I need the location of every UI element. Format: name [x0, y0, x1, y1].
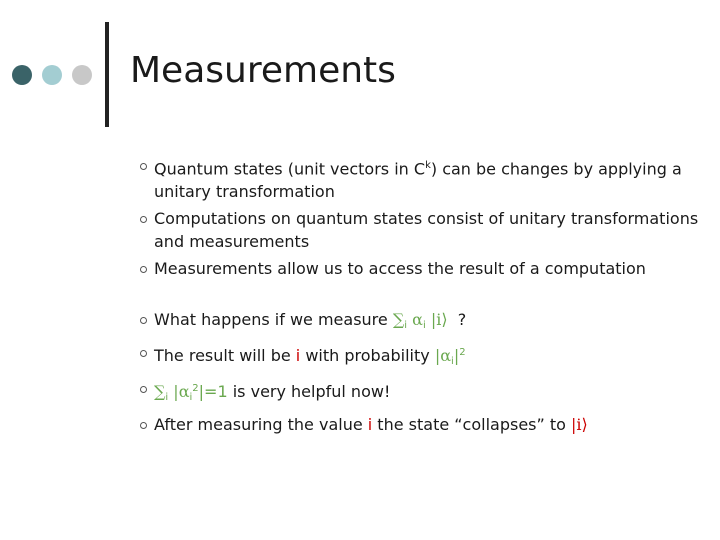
- bullet-item: [142, 341, 702, 373]
- abs-alpha: |α: [434, 346, 452, 366]
- index-i: i: [367, 415, 373, 435]
- superscript: k: [425, 160, 431, 171]
- bullet-circle-icon: [140, 163, 147, 170]
- title-divider: [105, 22, 109, 127]
- bullet-list: [142, 154, 702, 440]
- bullet-circle-icon: [140, 266, 147, 273]
- superscript: 2: [459, 347, 466, 359]
- bullet-text: Quantum states (unit vectors in C: [154, 159, 426, 179]
- bullet-item: [142, 308, 702, 337]
- bullet-item: [142, 377, 702, 409]
- subscript: i: [404, 320, 408, 332]
- bullet-circle-icon: [140, 386, 147, 393]
- subscript: i: [422, 320, 426, 332]
- bullet-item: [142, 257, 702, 280]
- bullet-text: The result will be: [154, 346, 296, 366]
- bullet-circle-icon: [140, 422, 147, 429]
- bullet-text: ) can be changes by applying a unitary transformation: [154, 159, 682, 202]
- index-i: i: [295, 346, 301, 366]
- abs-alpha: |α: [173, 382, 190, 402]
- decor-dot-dark: [12, 65, 32, 85]
- bullet-text: Computations on quantum states consist of unitary transformations and measurements: [154, 209, 699, 252]
- bullet-text: What happens if we measure: [154, 310, 393, 330]
- decor-dot-light-blue: [42, 65, 62, 85]
- bullet-circle-icon: [140, 216, 147, 223]
- bullet-circle-icon: [140, 350, 147, 357]
- page-title: Measurements: [130, 50, 396, 91]
- bullet-text: After measuring the value: [154, 415, 368, 435]
- decor-dot-gray: [72, 65, 92, 85]
- spacer: [142, 284, 702, 304]
- bullet-text: Measurements allow us to access the result of a computation: [154, 259, 646, 279]
- question-mark: ?: [457, 310, 467, 330]
- ket-symbol: |i⟩: [430, 310, 448, 330]
- alpha-symbol: α: [412, 310, 423, 330]
- bullet-circle-icon: [140, 317, 147, 324]
- equals-one: |=1: [198, 382, 228, 402]
- abs-close: |: [453, 346, 460, 366]
- bullet-text: the state “collapses” to: [372, 415, 572, 435]
- superscript: 2: [192, 383, 199, 395]
- bullet-text: with probability: [300, 346, 435, 366]
- sum-symbol: ∑: [392, 310, 405, 330]
- subscript: i: [189, 392, 193, 404]
- bullet-item: [142, 207, 702, 253]
- ket-symbol: |i⟩: [571, 415, 588, 435]
- subscript: i: [165, 392, 169, 404]
- bullet-text: is very helpful now!: [227, 382, 391, 402]
- bullet-item: [142, 413, 702, 436]
- bullet-item: [142, 154, 702, 203]
- sum-symbol: ∑: [154, 382, 166, 402]
- subscript: i: [451, 356, 454, 368]
